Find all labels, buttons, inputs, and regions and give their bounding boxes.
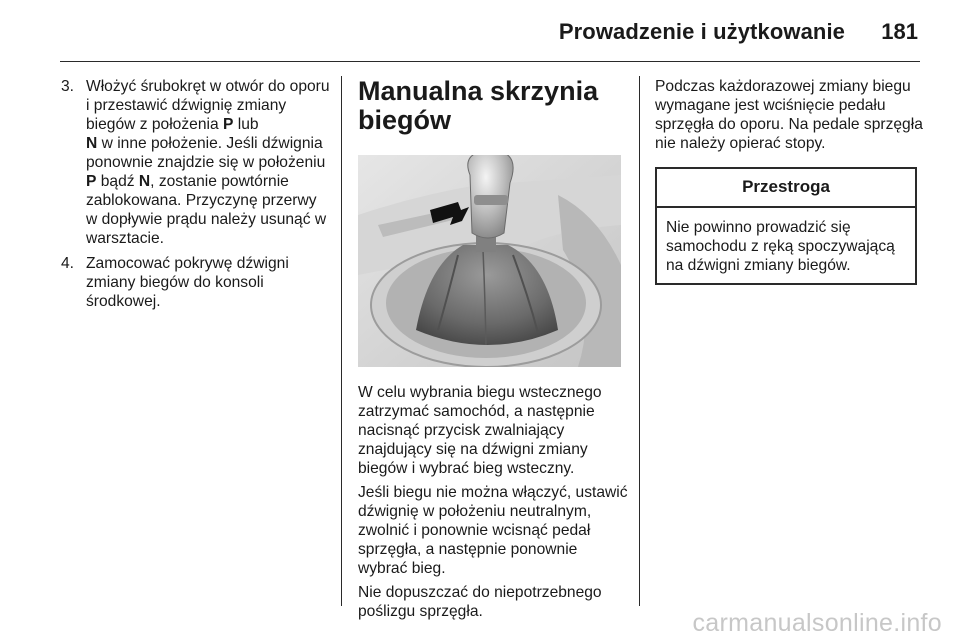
step-list xyxy=(61,77,331,311)
page-number: 181 xyxy=(881,19,918,44)
paragraph-clutch-slip: Nie dopuszczać do niepotrzebnego poślizgu sprzęgła. xyxy=(358,584,602,620)
gear-lever-illustration xyxy=(358,155,621,367)
step-number: 3. xyxy=(61,78,75,95)
column-1 xyxy=(61,77,331,317)
watermark: carmanualsonline.info xyxy=(692,609,942,637)
step-text: Włożyć śrubokręt w otwór do oporu i przestawić dźwignię zmiany biegów z położenia P lub N w inne położenie. Jeśli dźwignia ponownie znajdzie się w położeniu P bądź N, zostanie powtórnie zablokowana. Przyczynę przerwy w dopływie prądu należy usunąć w warsztacie. xyxy=(86,78,330,247)
step-text: Zamocować pokrywę dźwigni zmiany biegów do konsoli środkowej. xyxy=(86,255,289,310)
warning-heading: Przestroga xyxy=(657,169,915,208)
section-title: Manualna skrzynia biegów xyxy=(358,76,599,135)
paragraph-reverse-gear: W celu wybrania biegu wstecznego zatrzymać samochód, a następnie nacisnąć przycisk zwalniający znajdujący się na dźwigni zmiany biegów i wybrać bieg wsteczny. xyxy=(358,384,602,477)
page-header xyxy=(0,0,960,60)
column-3 xyxy=(655,77,925,285)
warning-text: Nie powinno prowadzić się samochodu z ręką spoczywającą na dźwigni zmiany biegów. xyxy=(666,219,895,274)
column-divider-2 xyxy=(639,76,640,606)
paragraph-clutch-pedal: Podczas każdorazowej zmiany biegu wymagane jest wciśnięcie pedału sprzęgła do oporu. Na pedale sprzęgła nie należy opierać stopy. xyxy=(655,78,923,152)
column-divider-1 xyxy=(341,76,342,606)
list-item-step-4 xyxy=(61,254,331,311)
paragraph-gear-not-engaging: Jeśli biegu nie można włączyć, ustawić dźwignię w położeniu neutralnym, zwolnić i ponownie wcisnąć pedał sprzęgła, a następnie ponownie wybrać bieg. xyxy=(358,484,628,577)
step-number: 4. xyxy=(61,255,75,272)
column-2 xyxy=(358,77,628,626)
section-body xyxy=(358,383,628,621)
gear-lever-image xyxy=(358,155,621,367)
warning-box xyxy=(655,167,917,285)
list-item-step-3 xyxy=(61,77,331,248)
running-header-title: Prowadzenie i użytkowanie xyxy=(558,19,845,44)
header-rule xyxy=(60,61,920,62)
